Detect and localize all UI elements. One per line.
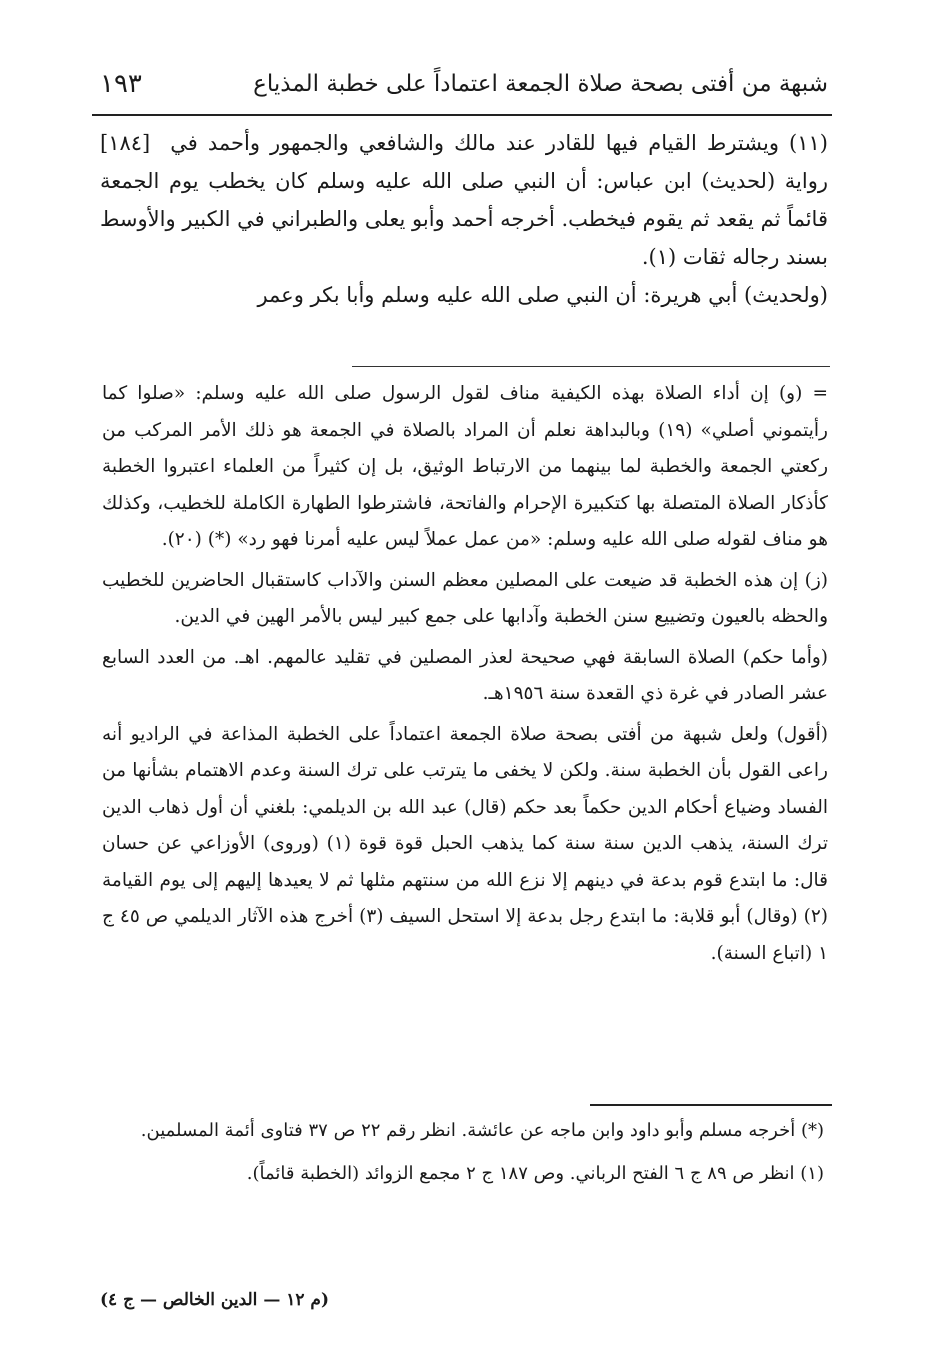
main-paragraph-1-text: (١١) ويشترط القيام فيها للقادر عند مالك والشافعي والجمهور وأحمد في رواية (لحديث) ابن عباس: أن النبي صلى الله عليه وسلم كان يخطب يوم الجمعة قائماً ثم يقعد ثم يقوم فيخطب. أخرجه أحمد وأبو يعلى والطبراني في الكبير والأوسط بسند رجاله ثقات (١). xyxy=(100,131,828,269)
main-text xyxy=(100,124,828,314)
paragraph-author-comment: (أقول) ولعل شبهة من أفتى بصحة صلاة الجمعة اعتماداً على الخطبة المذاعة في الراديو أنه راعى القول بأن الخطبة سنة. ولكن لا يخفى ما يترتب على ترك السنة وعدم الاهتمام بشأنها من الفساد وضياع أحكام الدين حكماً بعد حكم (قال) عبد الله بن الديلمي: بلغني أن أول ذهاب الدين ترك السنة، يذهب الدين سنة سنة كما يذهب الحبل قوة قوة (١) (وروى) الأوزاعي عن حسان قال: ما ابتدع قوم بدعة في دينهم إلا نزع الله من سنتهم مثلها ثم لا يعيدها إليهم إلى يوم القيامة (٢) (وقال) أبو قلابة: ما ابتدع رجل بدعة إلا استحل السيف (٣) أخرج هذه الآثار الديلمي ص ٤٥ ج ١ (اتباع السنة). xyxy=(102,723,828,964)
printer-signature: (م ١٢ — الدين الخالص — ج ٤) xyxy=(100,1290,329,1310)
hadith-reference-number: [١٨٤] xyxy=(100,131,151,155)
paragraph-waw: = (و) إن أداء الصلاة بهذه الكيفية مناف لقول الرسول صلى الله عليه وسلم: «صلوا كما رأيتموني أصلي» (١٩) وبالبداهة نعلم أن المراد بالصلاة في الجمعة هو ذلك الأمر المركب من ركعتي الجمعة والخطبة لما بينهما من الارتباط الوثيق، بل إن كثيراً من العلماء اعتبروا الخطبة كأذكار الصلاة المتصلة بها كتكبيرة الإحرام والفاتحة، فاشترطوا الطهارة الكاملة للخطيب، وكذلك هو مناف لقوله صلى الله عليه وسلم: «من عمل عملاً ليس عليه أمرنا فهو رد» (*) (٢٠). xyxy=(102,383,828,550)
header-rule xyxy=(92,114,832,116)
paragraph-ruling: (وأما حكم) الصلاة السابقة فهي صحيحة لعذر المصلين في تقليد عالمهم. اهـ. من العدد السابع عشر الصادر في غرة ذي القعدة سنة ١٩٥٦هـ. xyxy=(102,646,828,704)
footnote-star: (*) أخرجه مسلم وأبو داود وابن ماجه عن عائشة. انظر رقم ٢٢ ص ٣٧ فتاوى أئمة المسلمين. xyxy=(140,1120,824,1141)
continuation-text xyxy=(102,376,828,976)
running-title: شبهة من أفتى بصحة صلاة الجمعة اعتماداً على خطبة المذياع xyxy=(253,71,828,97)
main-paragraph-2: (ولحديث) أبي هريرة: أن النبي صلى الله عليه وسلم وأبا بكر وعمر xyxy=(257,283,828,307)
main-paragraph-1 xyxy=(100,124,828,276)
section-divider xyxy=(352,366,830,367)
paragraph-zay: (ز) إن هذه الخطبة قد ضيعت على المصلين معظم السنن والآداب كاستقبال الحاضرين للخطيب والحظه بالعيون وتضييع سنن الخطبة وآدابها على جمع كبير ليس بالأمر الهين في الدين. xyxy=(102,569,828,627)
page-number: ١٩٣ xyxy=(100,69,142,99)
footnotes xyxy=(104,1114,824,1200)
footnote-rule xyxy=(590,1104,832,1106)
running-header xyxy=(100,62,828,106)
footnote-1: (١) انظر ص ٨٩ ج ٦ الفتح الرباني. وص ١٨٧ ج ٢ مجمع الزوائد (الخطبة قائماً). xyxy=(246,1163,824,1184)
